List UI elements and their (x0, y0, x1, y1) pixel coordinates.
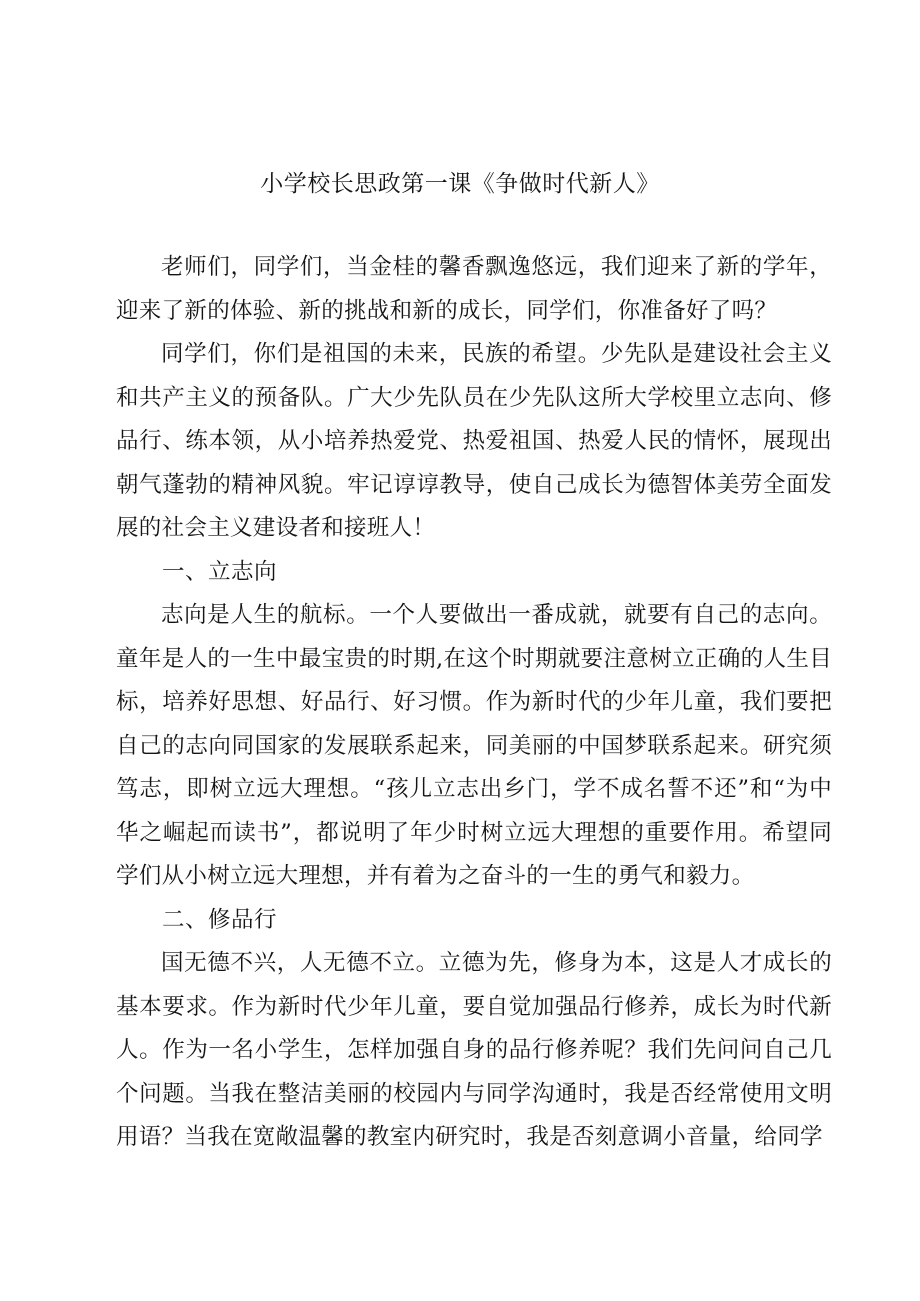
intro-paragraph-1: 老师们，同学们，当金桂的馨香飘逸悠远，我们迎来了新的学年，迎来了新的体验、新的挑战和新的成长，同学们，你准备好了吗？ (116, 254, 832, 324)
document-title: 小学校长思政第一课《争做时代新人》 (260, 171, 660, 197)
section-heading-2: 二、修品行 (162, 906, 278, 933)
section-paragraph-2: 国无德不兴，人无德不立。立德为先，修身为本，这是人才成长的基本要求。作为新时代少年儿童，要自觉加强品行修养，成长为时代新人。作为一名小学生，怎样加强自身的品行修养呢？我们先问问自己几个问题。当我在整洁美丽的校园内与同学沟通时，我是否经常使用文明用语？当我在宽敞温馨的教室内研究时，我是否刻意调小音量，给同学 (116, 950, 832, 1150)
section-heading-1: 一、立志向 (162, 558, 278, 585)
intro-paragraph-2: 同学们，你们是祖国的未来，民族的希望。少先队是建设社会主义和共产主义的预备队。广大少先队员在少先队这所大学校里立志向、修品行、练本领，从小培养热爱党、热爱祖国、热爱人民的情怀，展现出朝气蓬勃的精神风貌。牢记谆谆教导，使自己成长为德智体美劳全面发展的社会主义建设者和接班人！ (116, 341, 832, 541)
section-paragraph-1: 志向是人生的航标。一个人要做出一番成就，就要有自己的志向。童年是人的一生中最宝贵的时期,在这个时期就要注意树立正确的人生目标，培养好思想、好品行、好习惯。作为新时代的少年儿童，我们要把自己的志向同国家的发展联系起来，同美丽的中国梦联系起来。研究须笃志，即树立远大理想。“孩儿立志出乡门，学不成名誓不还”和“为中华之崛起而读书”，都说明了年少时树立远大理想的重要作用。希望同学们从小树立远大理想，并有着为之奋斗的一生的勇气和毅力。 (116, 602, 832, 889)
document-body (116, 246, 832, 1160)
